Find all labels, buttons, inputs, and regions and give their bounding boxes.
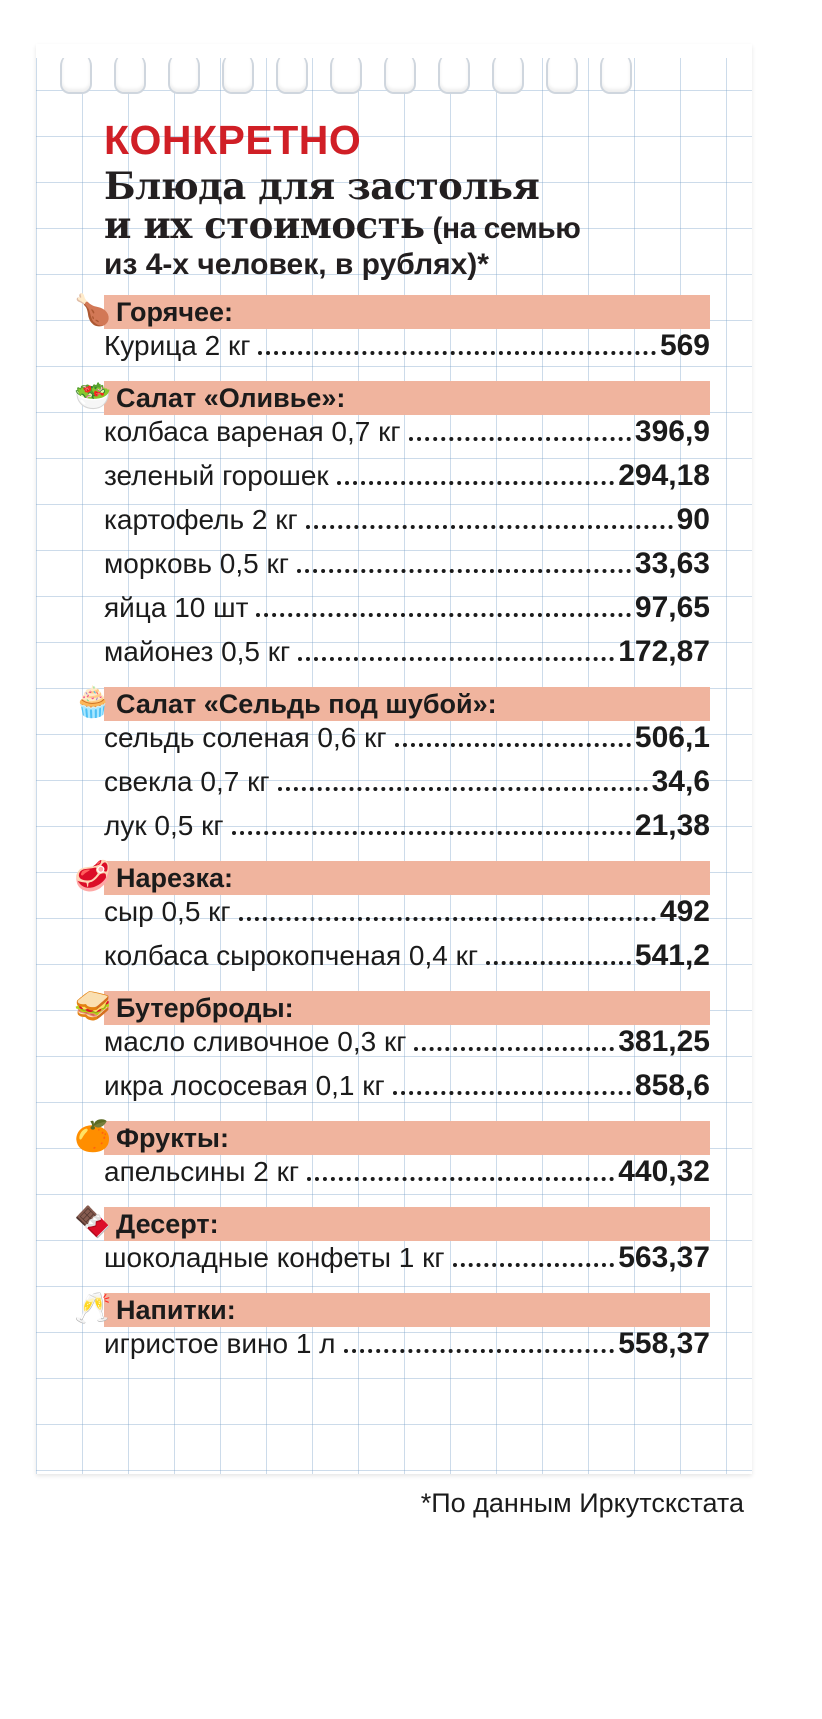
spiral-hole <box>600 52 632 94</box>
item-price: 21,38 <box>634 809 710 843</box>
item-name: лук 0,5 кг <box>104 810 224 842</box>
page-title <box>104 164 710 248</box>
section-header <box>74 860 710 895</box>
price-row <box>104 1155 710 1199</box>
item-price: 172,87 <box>618 635 710 669</box>
dot-leader <box>414 1046 614 1051</box>
meat-slices-icon: 🥩 <box>74 860 112 894</box>
item-price: 34,6 <box>651 765 710 799</box>
item-price: 541,2 <box>634 939 710 973</box>
dot-leader <box>232 830 631 835</box>
spiral-hole <box>330 52 362 94</box>
item-price: 506,1 <box>634 721 710 755</box>
item-name: яйца 10 шт <box>104 592 249 624</box>
item-price: 440,32 <box>618 1155 710 1189</box>
champagne-glasses-icon: 🥂 <box>74 1292 112 1326</box>
price-row <box>104 547 710 591</box>
item-price: 492 <box>659 895 710 929</box>
section-header <box>74 1292 710 1327</box>
item-price: 558,37 <box>618 1327 710 1361</box>
dot-leader <box>306 524 673 529</box>
price-row <box>104 635 710 679</box>
menu-section <box>72 687 710 853</box>
item-name: зеленый горошек <box>104 460 329 492</box>
price-row <box>104 765 710 809</box>
dot-leader <box>256 612 631 617</box>
orange-fruit-icon: 🍊 <box>74 1120 112 1154</box>
menu-section <box>72 1207 710 1285</box>
dot-leader <box>297 568 631 573</box>
infographic-content <box>36 44 752 1474</box>
spiral-hole <box>222 52 254 94</box>
menu-section <box>72 861 710 983</box>
sheet-top-edge <box>36 44 752 58</box>
item-name: колбаса вареная 0,7 кг <box>104 416 401 448</box>
price-row <box>104 1241 710 1285</box>
section-header <box>74 1120 710 1155</box>
price-row <box>104 591 710 635</box>
dot-leader <box>239 916 656 921</box>
section-title: Напитки: <box>116 1294 236 1325</box>
item-name: колбаса сырокопченая 0,4 кг <box>104 940 479 972</box>
section-header <box>74 1206 710 1241</box>
menu-section <box>72 1121 710 1199</box>
spiral-hole <box>60 52 92 94</box>
item-price: 858,6 <box>634 1069 710 1103</box>
item-price: 33,63 <box>634 547 710 581</box>
item-price: 294,18 <box>618 459 710 493</box>
price-row <box>104 459 710 503</box>
dot-leader <box>307 1176 614 1181</box>
section-header <box>74 380 710 415</box>
spiral-hole <box>114 52 146 94</box>
menu-section <box>72 1293 710 1371</box>
menu-section <box>72 381 710 679</box>
dot-leader <box>298 656 614 661</box>
herring-salad-icon: 🧁 <box>74 686 112 720</box>
item-name: масло сливочное 0,3 кг <box>104 1026 407 1058</box>
menu-section <box>72 295 710 373</box>
section-title: Бутерброды: <box>116 992 294 1023</box>
price-row <box>104 503 710 547</box>
section-title: Горячее: <box>116 296 234 327</box>
section-title: Салат «Сельдь под шубой»: <box>116 688 497 719</box>
price-row <box>104 939 710 983</box>
item-name: шоколадные конфеты 1 кг <box>104 1242 445 1274</box>
price-row <box>104 809 710 853</box>
title-line-2-light: (на семью <box>424 212 581 246</box>
item-name: апельсины 2 кг <box>104 1156 300 1188</box>
dot-leader <box>395 742 631 747</box>
title-line-2-bold: и их стоимость <box>104 203 425 248</box>
source-footnote: *По данным Иркутскстата <box>420 1488 744 1518</box>
dot-leader <box>258 350 656 355</box>
item-name: майонез 0,5 кг <box>104 636 291 668</box>
spiral-binding <box>36 52 752 98</box>
spiral-hole <box>492 52 524 94</box>
price-row <box>104 895 710 939</box>
salad-bowl-icon: 🥗 <box>74 380 112 414</box>
item-name: сельдь соленая 0,6 кг <box>104 722 387 754</box>
chocolate-candy-icon: 🍫 <box>74 1206 112 1240</box>
dot-leader <box>337 480 615 485</box>
section-header <box>74 294 710 329</box>
dot-leader <box>278 786 648 791</box>
sections-list <box>72 295 710 1371</box>
price-row <box>104 415 710 459</box>
menu-section <box>72 991 710 1113</box>
spiral-hole <box>168 52 200 94</box>
price-row <box>104 1069 710 1113</box>
price-row <box>104 329 710 373</box>
price-row <box>104 721 710 765</box>
item-name: Курица 2 кг <box>104 330 251 362</box>
section-title: Салат «Оливье»: <box>116 382 346 413</box>
price-row <box>104 1025 710 1069</box>
item-price: 569 <box>659 329 710 363</box>
section-header <box>74 686 710 721</box>
dot-leader <box>409 436 631 441</box>
section-header <box>74 990 710 1025</box>
item-price: 563,37 <box>618 1241 710 1275</box>
item-price: 396,9 <box>634 415 710 449</box>
item-name: картофель 2 кг <box>104 504 298 536</box>
item-price: 97,65 <box>634 591 710 625</box>
caviar-sandwich-icon: 🥪 <box>74 990 112 1024</box>
dot-leader <box>453 1262 615 1267</box>
item-name: свекла 0,7 кг <box>104 766 270 798</box>
item-price: 381,25 <box>618 1025 710 1059</box>
page-subtitle: из 4-х человек, в рублях)* <box>104 248 489 282</box>
spiral-hole <box>384 52 416 94</box>
dot-leader <box>486 960 631 965</box>
kicker-label: КОНКРЕТНО <box>104 117 362 163</box>
section-title: Нарезка: <box>116 862 233 893</box>
roast-chicken-icon: 🍗 <box>74 294 112 328</box>
item-name: икра лососевая 0,1 кг <box>104 1070 385 1102</box>
item-name: морковь 0,5 кг <box>104 548 289 580</box>
section-title: Фрукты: <box>116 1122 229 1153</box>
price-row <box>104 1327 710 1371</box>
spiral-hole <box>546 52 578 94</box>
section-title: Десерт: <box>116 1208 219 1239</box>
dot-leader <box>344 1348 615 1353</box>
spiral-hole <box>276 52 308 94</box>
title-line-1: Блюда для застолья <box>104 164 540 208</box>
item-name: сыр 0,5 кг <box>104 896 231 928</box>
dot-leader <box>393 1090 631 1095</box>
item-name: игристое вино 1 л <box>104 1328 336 1360</box>
item-price: 90 <box>676 503 710 537</box>
spiral-hole <box>438 52 470 94</box>
